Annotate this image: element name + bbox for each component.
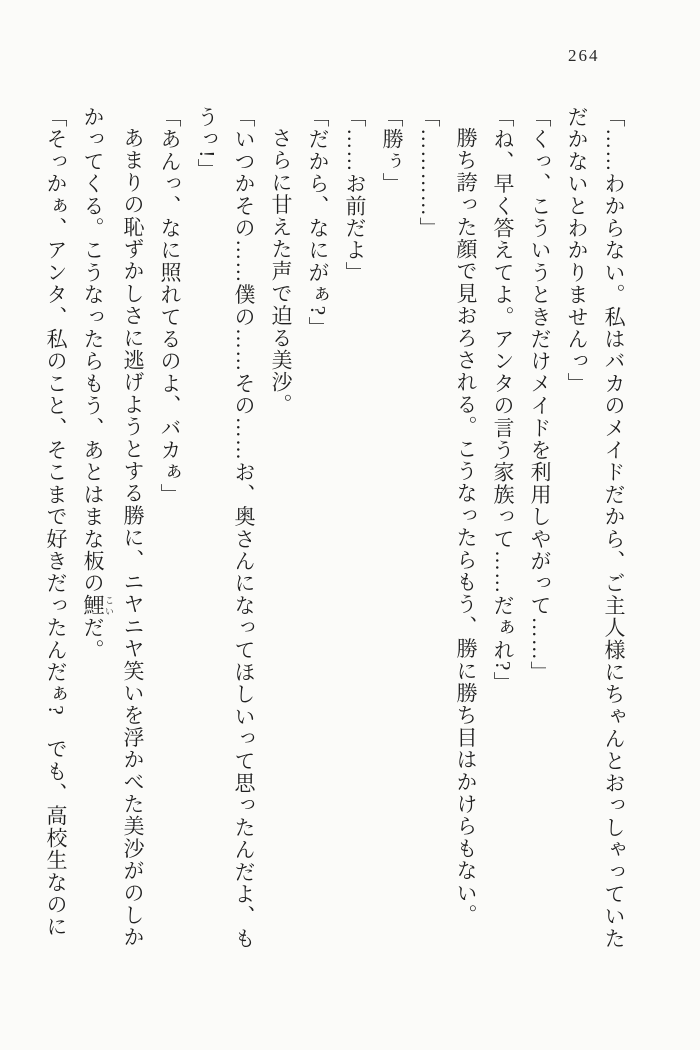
text-line: 勝ち誇った顔で見おろされる。こうなったらもう、勝に勝ち目はかけらもない。 <box>454 127 478 927</box>
text-line: 「勝ぅ」 <box>380 106 404 195</box>
page-number: 264 <box>568 46 600 65</box>
text-line: だかないとわかりませんっ」 <box>565 106 589 395</box>
text-line: 「……お前だよ」 <box>343 106 367 284</box>
text-line: 「そっかぁ、アンタ、私のこと、そこまで好きだったんだぁ? でも、高校生なのに <box>44 106 68 938</box>
text-line: あまりの恥ずかしさに逃げようとする勝に、ニヤニヤ笑いを浮かべた美沙がのしか <box>121 127 145 949</box>
text-line: 「だから、なにがぁ?」 <box>306 106 330 339</box>
text-line: 「…………」 <box>417 106 441 240</box>
text-line: うっ!」 <box>195 106 219 181</box>
text-line: 「あんっ、なに照れてるのよ、バカぁ」 <box>158 106 182 506</box>
text-line: かってくる。こうなったらもう、あとはまな板の鯉 こいだ。 <box>81 106 114 662</box>
text-line: 「くっ、こういうときだけメイドを利用しやがって……」 <box>528 106 552 684</box>
text-line: 「いつかその……僕の……その……お、奥さんになってほしいって思ったんだよ、も <box>232 106 256 950</box>
text-line: さらに甘えた声で迫る美沙。 <box>269 127 293 416</box>
text-block <box>37 106 632 958</box>
ruby-annotated-word: 鯉 こい <box>81 594 114 617</box>
text-line: 「……わからない。私はバカのメイドだから、ご主人様にちゃんとおっしゃっていた <box>602 106 626 950</box>
text-line: 「ね、早く答えてよ。アンタの言う家族って……だぁれ?」 <box>491 106 515 694</box>
